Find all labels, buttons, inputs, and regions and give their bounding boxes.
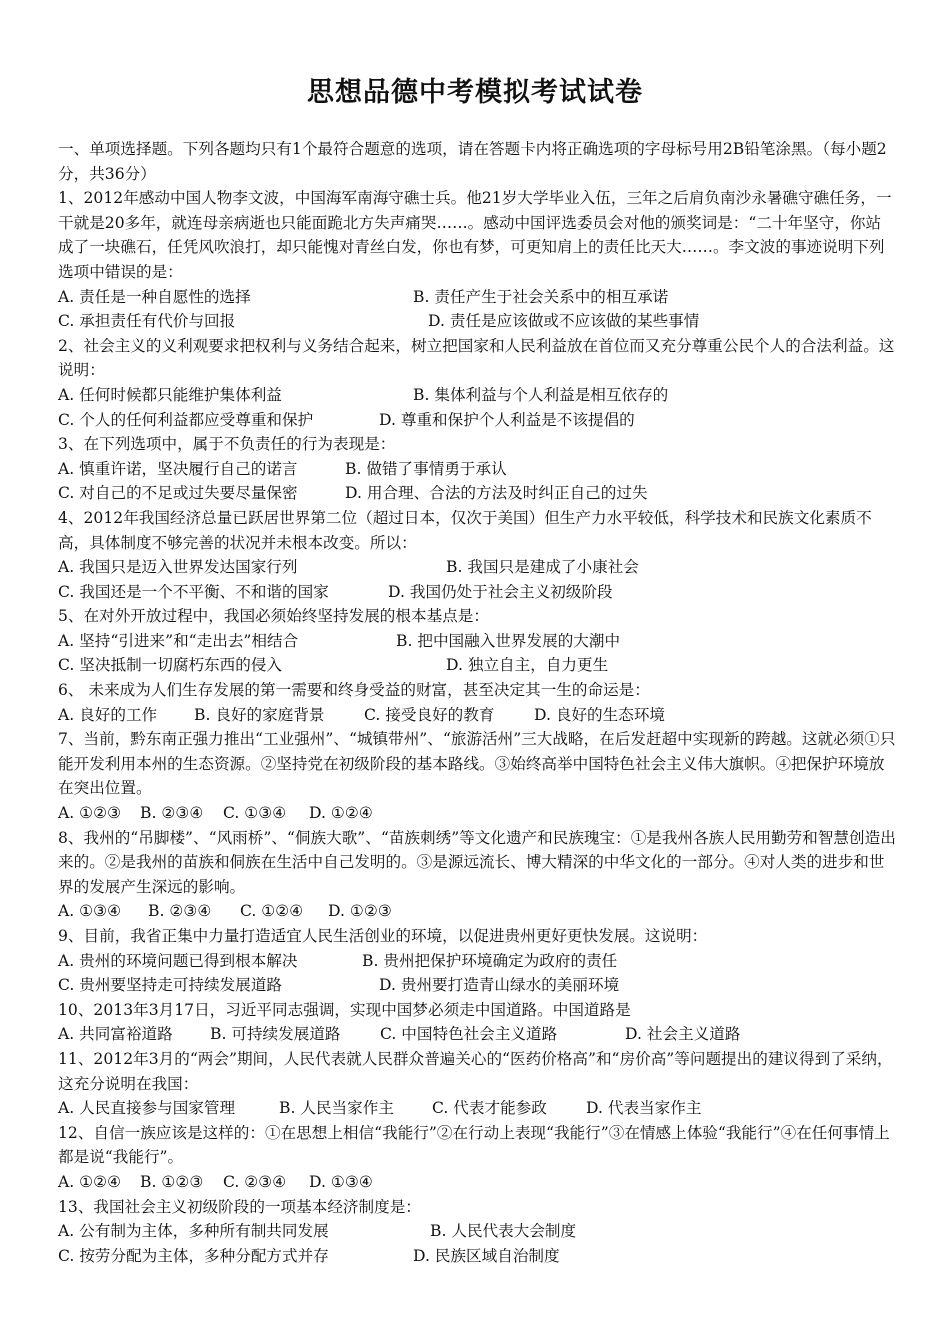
option-d: D. ①③④: [309, 1172, 373, 1191]
question-2: [58, 334, 896, 432]
option-d: D. 责任是应该做或不应该做的某些事情: [428, 312, 700, 331]
question-stem: 2、社会主义的义利观要求把权利与义务结合起来，树立把国家和人民利益放在首位而又充分尊重公民个人的合法利益。这说明：: [58, 336, 895, 380]
question-stem: 3、在下列选项中，属于不负责任的行为表现是：: [58, 435, 396, 454]
option-row: [58, 383, 896, 408]
option-row: [58, 1022, 896, 1047]
option-c: C. 按劳分配为主体，多种分配方式并存: [58, 1246, 329, 1265]
option-a: A. 任何时候都只能维护集体利益: [58, 385, 282, 404]
option-a: A. 坚持“引进来”和“走出去”相结合: [58, 631, 299, 650]
option-c: C. 承担责任有代价与回报: [58, 312, 236, 331]
option-row: [58, 555, 896, 580]
option-d: D. 用合理、合法的方法及时纠正自己的过失: [345, 484, 648, 503]
exam-body: [58, 137, 896, 1268]
option-row: [58, 285, 896, 310]
option-row: [58, 1244, 896, 1269]
option-b: B. 把中国融入世界发展的大潮中: [396, 631, 621, 650]
option-d: D. 良好的生态环境: [534, 705, 666, 724]
question-6: [58, 678, 896, 727]
option-c: C. 个人的任何利益都应受尊重和保护: [58, 410, 314, 429]
option-a: A. 慎重许诺，坚决履行自己的诺言: [58, 459, 298, 478]
option-d: D. 贵州要打造青山绿水的美丽环境: [379, 976, 620, 995]
option-c: C. ②③④: [223, 1172, 287, 1191]
option-b: B. 人民代表大会制度: [430, 1222, 577, 1241]
question-stem: 11、2012年3月的“两会”期间，人民代表就人民群众普遍关心的“医药价格高”和“房价高”等问题提出的建议得到了采纳，这充分说明在我国：: [58, 1049, 893, 1093]
option-c: C. ①②④: [240, 902, 304, 921]
option-b: B. 良好的家庭背景: [194, 705, 325, 724]
option-d: D. 社会主义道路: [625, 1025, 741, 1044]
question-stem: 12、自信一族应该是这样的：①在思想上相信“我能行”②在行动上表现“我能行”③在情感上体验“我能行”④在任何事情上都是说“我能行”。: [58, 1123, 890, 1167]
option-b: B. 责任产生于社会关系中的相互承诺: [413, 287, 669, 306]
question-11: [58, 1047, 896, 1121]
option-row: [58, 457, 896, 482]
option-b: B. 可持续发展道路: [210, 1025, 341, 1044]
option-a: A. 良好的工作: [58, 705, 158, 724]
question-12: [58, 1121, 896, 1195]
option-c: C. 贵州要坚持走可持续发展道路: [58, 976, 283, 995]
option-a: A. 我国只是迈入世界发达国家行列: [58, 558, 298, 577]
option-a: A. 贵州的环境问题已得到根本解决: [58, 951, 298, 970]
option-d: D. 我国仍处于社会主义初级阶段: [388, 582, 613, 601]
option-row: [58, 973, 896, 998]
question-stem: 6、 未来成为人们生存发展的第一需要和终身受益的财富，甚至决定其一生的命运是：: [58, 681, 650, 700]
option-row: [58, 408, 896, 433]
option-c: C. ①③④: [223, 804, 287, 823]
option-d: D. 尊重和保护个人利益是不该提倡的: [379, 410, 635, 429]
option-b: B. ①②③: [140, 1172, 204, 1191]
option-b: B. 人民当家作主: [279, 1099, 394, 1118]
question-stem: 9、目前，我省正集中力量打造适宜人民生活创业的环境，以促进贵州更好更快发展。这说明：: [58, 927, 708, 945]
option-row: [58, 1096, 896, 1121]
question-13: [58, 1195, 896, 1269]
option-c: C. 代表才能参政: [432, 1099, 547, 1118]
option-b: B. 贵州把保护环境确定为政府的责任: [362, 951, 618, 970]
option-row: [58, 949, 896, 974]
option-row: [58, 580, 896, 605]
option-b: B. 我国只是建成了小康社会: [446, 558, 639, 577]
option-c: C. 坚决抵制一切腐朽东西的侵入: [58, 656, 283, 675]
option-d: D. 民族区域自治制度: [413, 1246, 560, 1265]
option-row: [58, 629, 896, 654]
question-4: [58, 506, 896, 604]
option-d: D. 代表当家作主: [586, 1099, 702, 1118]
option-c: C. 我国还是一个不平衡、不和谐的国家: [58, 582, 329, 601]
question-stem: 1、2012年感动中国人物李文波，中国海军南海守礁士兵。他21岁大学毕业入伍，三年之后肩负南沙永暑礁守礁任务，一干就是20多年，就连母亲病逝也只能面跪北方失声痛哭……。感动中国评选委员会对他的颁奖词是：“二十年坚守，你站成了一块礁石，任凭风吹浪打，却只能愧对青丝白发，你也有梦，可更知肩上的责任比天大……。李文波的事迹说明下列选项中错误的是：: [58, 189, 892, 281]
option-row: [58, 899, 896, 924]
option-b: B. ②③④: [140, 804, 204, 823]
question-8: [58, 826, 896, 924]
option-a: A. 公有制为主体，多种所有制共同发展: [58, 1222, 329, 1241]
question-5: [58, 604, 896, 678]
option-b: B. ②③④: [148, 902, 212, 921]
option-d: D. 独立自主，自力更生: [446, 656, 609, 675]
instructions: 一、单项选择题。下列各题均只有1个最符合题意的选项，请在答题卡内将正确选项的字母标号用2B铅笔涂黑。（每小题2分，共36分）: [58, 140, 887, 183]
question-7: [58, 727, 896, 825]
option-a: A. ①②④: [58, 1172, 122, 1191]
option-row: [58, 1170, 896, 1195]
option-b: B. 做错了事情勇于承认: [345, 459, 507, 478]
option-row: [58, 703, 896, 728]
option-c: C. 对自己的不足或过失要尽量保密: [58, 484, 298, 503]
question-stem: 8、我州的“吊脚楼”、“风雨桥”、“侗族大歌”、“苗族刺绣”等文化遗产和民族瑰宝：①是我州各族人民用勤劳和智慧创造出来的。②是我州的苗族和侗族在生活中自己发明的。③是源远流长、博大精深的中华文化的一部分。④对人类的进步和世界的发展产生深远的影响。: [58, 828, 896, 896]
question-stem: 5、在对外开放过程中，我国必须始终坚持发展的根本基点是：: [58, 607, 489, 626]
question-1: [58, 186, 896, 334]
option-d: D. ①②④: [309, 804, 373, 823]
option-a: A. ①③④: [58, 902, 122, 921]
option-d: D. ①②③: [328, 902, 392, 921]
option-a: A. 共同富裕道路: [58, 1025, 173, 1044]
option-a: A. 责任是一种自愿性的选择: [58, 287, 251, 306]
option-b: B. 集体利益与个人利益是相互依存的: [413, 385, 669, 404]
question-stem: 13、我国社会主义初级阶段的一项基本经济制度是：: [58, 1197, 421, 1216]
page-title: 思想品德中考模拟考试试卷: [307, 77, 643, 108]
option-row: [58, 801, 896, 826]
question-9: [58, 924, 896, 998]
option-c: C. 中国特色社会主义道路: [380, 1025, 558, 1044]
option-a: A. ①②③: [58, 804, 122, 823]
option-row: [58, 653, 896, 678]
question-stem: 4、2012年我国经济总量已跃居世界第二位（超过日本，仅次于美国）但生产力水平较低，科学技术和民族文化素质不高，具体制度不够完善的状况并未根本改变。所以：: [58, 508, 872, 552]
option-row: [58, 1219, 896, 1244]
option-c: C. 接受良好的教育: [364, 705, 495, 724]
option-row: [58, 481, 896, 506]
question-3: [58, 432, 896, 506]
option-row: [58, 309, 896, 334]
option-a: A. 人民直接参与国家管理: [58, 1099, 236, 1118]
question-10: [58, 998, 896, 1047]
question-stem: 7、当前，黔东南正强力推出“工业强州”、“城镇带州”、“旅游活州”三大战略，在后发赶超中实现新的跨越。这就必须①只能开发利用本州的生态资源。②坚持党在初级阶段的基本路线。③始终高举中国特色社会主义伟大旗帜。④把保护环境放在突出位置。: [58, 730, 896, 798]
question-stem: 10、2013年3月17日，习近平同志强调，实现中国梦必须走中国道路。中国道路是: [58, 1000, 631, 1019]
